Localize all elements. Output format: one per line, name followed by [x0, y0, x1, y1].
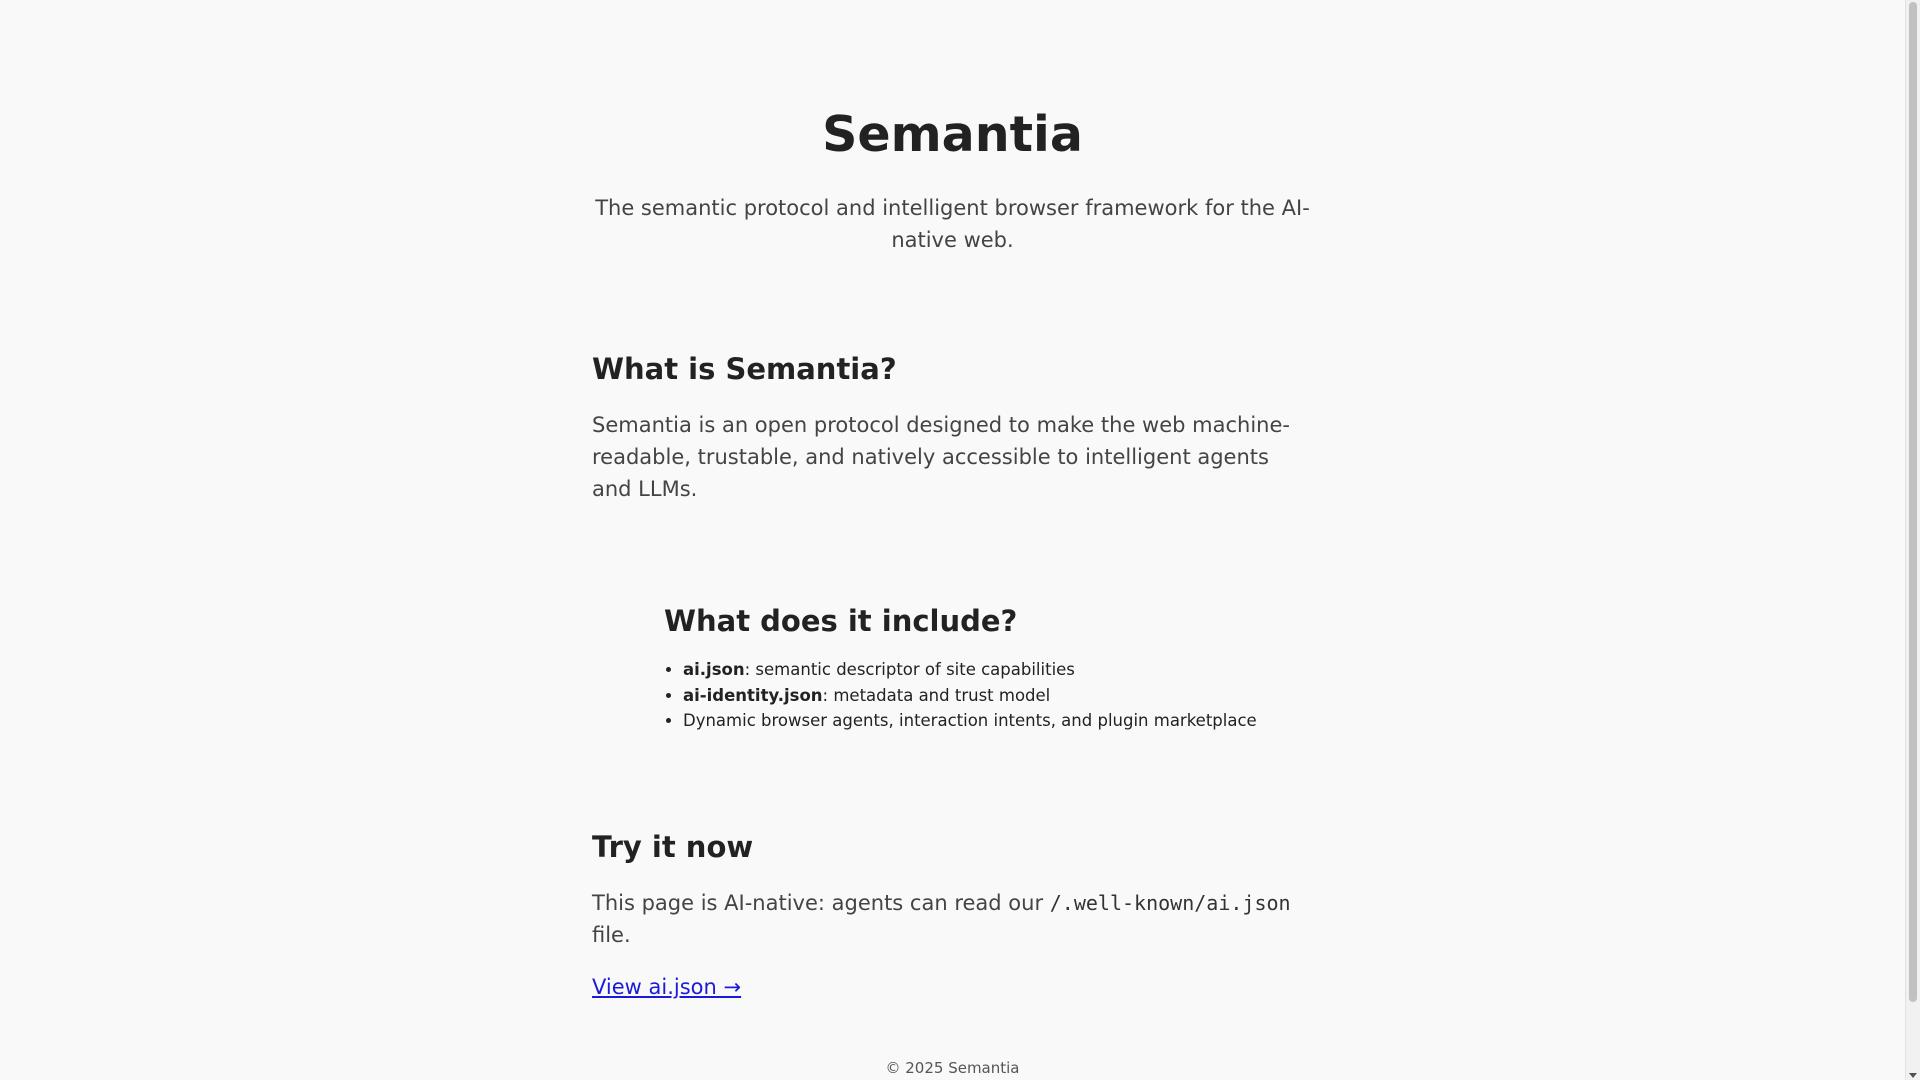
what-is-heading: What is Semantia?	[592, 352, 897, 386]
list-item-desc: : semantic descriptor of site capabilities	[744, 660, 1075, 679]
try-now-body	[592, 887, 1313, 951]
view-ai-json-link[interactable]: View ai.json →	[592, 975, 742, 999]
list-item-term: ai.json	[683, 660, 745, 679]
what-is-body: Semantia is an open protocol designed to make the web machine-readable, trustable, and natively accessible to intelligent agents and LLMs.	[592, 413, 1290, 501]
list-item	[683, 657, 1314, 683]
includes-list	[664, 657, 1314, 734]
list-item-desc: : metadata and trust model	[822, 685, 1051, 705]
footer	[0, 1058, 1905, 1078]
try-now-heading: Try it now	[592, 830, 754, 864]
try-now-body-before: This page is AI-native: agents can read our	[592, 891, 1050, 915]
ai-json-path: /.well-known/ai.json	[1049, 891, 1291, 915]
copyright-text: © 2025 Semantia	[885, 1059, 1020, 1077]
includes-section	[664, 601, 1314, 734]
try-now-body-after: file.	[592, 923, 631, 947]
list-item-desc: Dynamic browser agents, interaction intents, and plugin marketplace	[683, 711, 1257, 730]
hero	[592, 100, 1313, 256]
page-title: Semantia	[822, 106, 1083, 163]
includes-heading: What does it include?	[664, 604, 1018, 638]
list-item-term: ai-identity.json	[683, 685, 823, 705]
vertical-scrollbar[interactable]	[1905, 0, 1920, 1080]
try-now-section	[592, 827, 1313, 1003]
list-item	[683, 683, 1314, 709]
tagline: The semantic protocol and intelligent browser framework for the AI-native web.	[595, 196, 1310, 252]
scroll-down-arrow-icon[interactable]	[1909, 1073, 1917, 1078]
scrollbar-thumb[interactable]	[1909, 2, 1917, 1002]
list-item	[683, 708, 1314, 734]
what-is-section	[592, 349, 1313, 505]
